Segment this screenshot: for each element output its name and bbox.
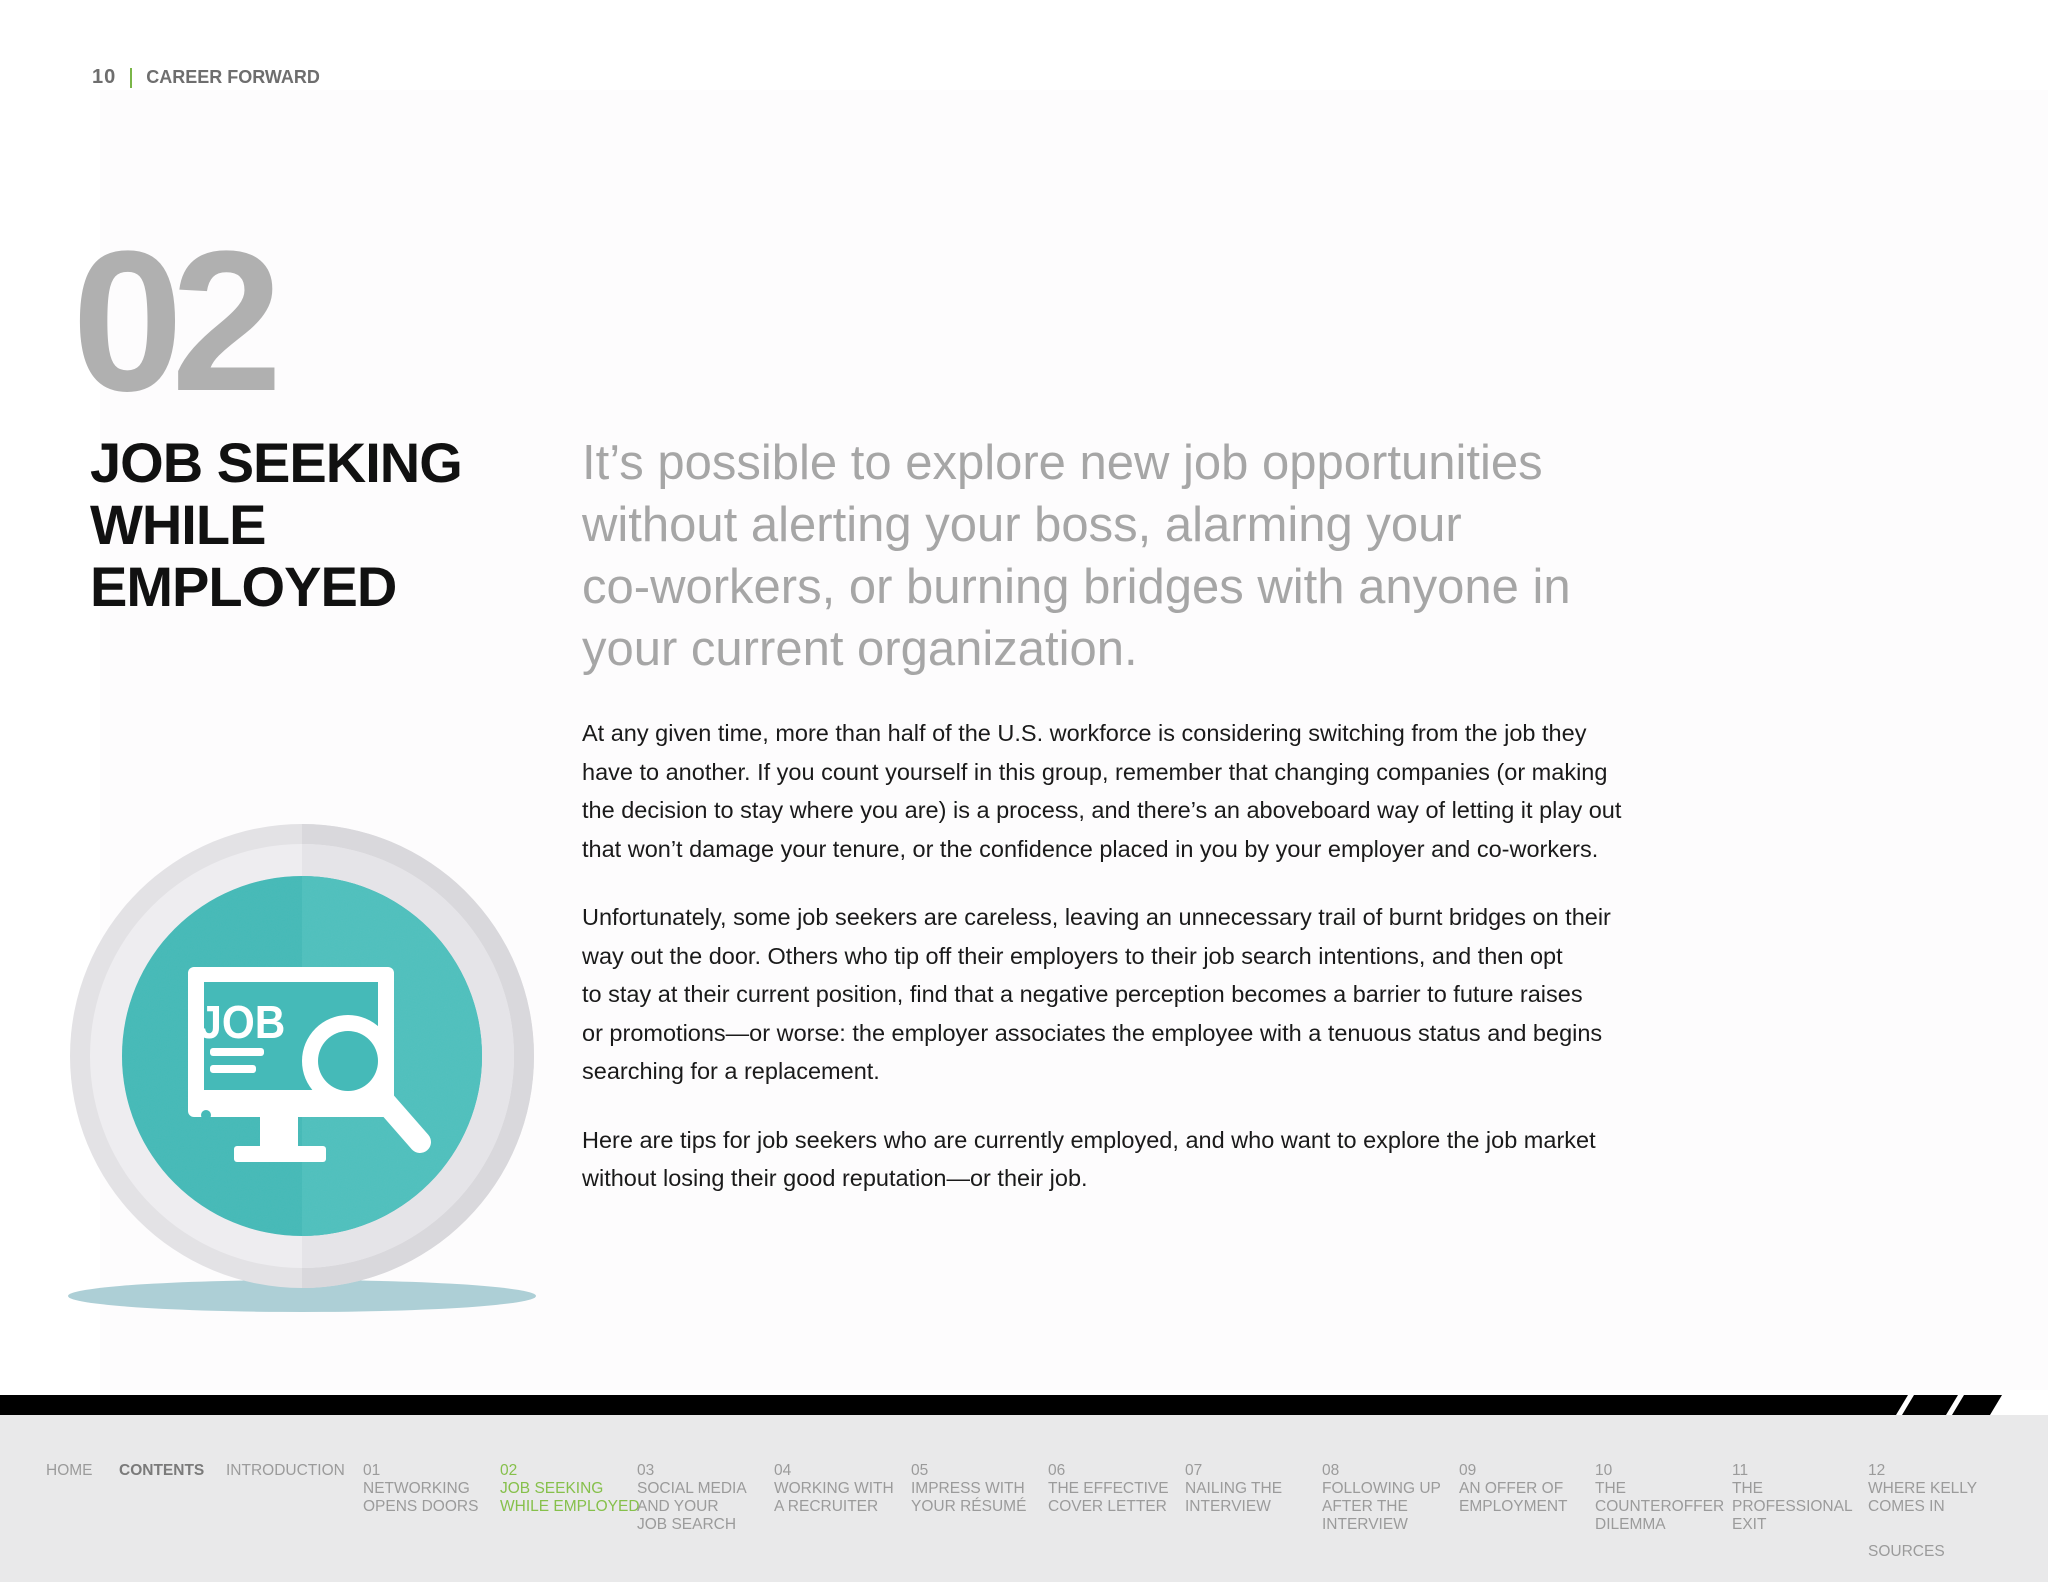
stripe-segment bbox=[1902, 1395, 1958, 1415]
nav-chapter-10[interactable] bbox=[1595, 1462, 1724, 1534]
stripe-main bbox=[0, 1395, 1908, 1415]
body-line: to stay at their current position, find that a negative perception becomes a barrier to future raises bbox=[582, 981, 1583, 1007]
publication-title: CAREER FORWARD bbox=[146, 67, 320, 87]
nav-label: COMES IN bbox=[1868, 1498, 1945, 1515]
nav-label: INTERVIEW bbox=[1322, 1516, 1408, 1533]
nav-label: PROFESSIONAL bbox=[1732, 1498, 1853, 1515]
monitor-dot bbox=[201, 1110, 211, 1120]
monitor-stand bbox=[260, 1117, 298, 1151]
nav-introduction[interactable] bbox=[226, 1462, 345, 1480]
nav-chapter-04[interactable] bbox=[774, 1462, 894, 1516]
chapter-title-line: EMPLOYED bbox=[90, 555, 397, 618]
nav-label: JOB SEARCH bbox=[637, 1516, 737, 1533]
body-line: the decision to stay where you are) is a process, and there’s an aboveboard way of letting it play out bbox=[582, 797, 1622, 823]
nav-number: 08 bbox=[1322, 1462, 1340, 1479]
nav-label: YOUR RÉSUMÉ bbox=[911, 1498, 1027, 1515]
nav-chapter-05[interactable] bbox=[911, 1462, 1026, 1516]
nav-number: 11 bbox=[1732, 1462, 1749, 1479]
nav-label: AND YOUR bbox=[637, 1498, 719, 1515]
nav-label: THE bbox=[1732, 1480, 1763, 1497]
nav-label: JOB SEEKING bbox=[500, 1480, 604, 1497]
stripe-segment bbox=[1952, 1395, 2002, 1415]
body-line: At any given time, more than half of the U.S. workforce is considering switching from the job they bbox=[582, 720, 1587, 746]
nav-label: EMPLOYMENT bbox=[1459, 1498, 1568, 1515]
nav-number: 09 bbox=[1459, 1462, 1477, 1479]
nav-chapter-12[interactable] bbox=[1868, 1462, 1977, 1516]
nav-label: NAILING THE bbox=[1185, 1480, 1283, 1497]
nav-label: CONTENTS bbox=[119, 1462, 205, 1479]
job-search-illustration bbox=[64, 824, 544, 1314]
nav-number: 03 bbox=[637, 1462, 655, 1479]
nav-label: EXIT bbox=[1732, 1516, 1767, 1533]
magnifier-lens bbox=[318, 1031, 378, 1091]
body-line: searching for a replacement. bbox=[582, 1058, 880, 1084]
nav-label: IMPRESS WITH bbox=[911, 1480, 1025, 1497]
nav-label: INTRODUCTION bbox=[226, 1462, 345, 1479]
nav-number: 10 bbox=[1595, 1462, 1613, 1479]
body-paragraph bbox=[582, 1121, 1712, 1198]
nav-number: 02 bbox=[500, 1462, 518, 1479]
chapter-number: 02 bbox=[72, 210, 271, 433]
body-line: Unfortunately, some job seekers are careless, leaving an unnecessary trail of burnt bridges on their bbox=[582, 904, 1611, 930]
lead-line: co-workers, or burning bridges with anyone in bbox=[582, 560, 1571, 614]
nav-chapter-09[interactable] bbox=[1459, 1462, 1568, 1516]
footer-stripe bbox=[0, 1395, 2048, 1415]
nav-chapter-01[interactable] bbox=[363, 1462, 478, 1516]
nav-label: COVER LETTER bbox=[1048, 1498, 1167, 1515]
header-divider bbox=[130, 68, 132, 88]
nav-number: 06 bbox=[1048, 1462, 1066, 1479]
chapter-title bbox=[90, 432, 510, 618]
nav-chapter-11[interactable] bbox=[1732, 1462, 1853, 1534]
nav-sources[interactable]: SOURCES bbox=[1868, 1543, 1945, 1560]
nav-chapter-02[interactable] bbox=[500, 1462, 640, 1516]
body-text bbox=[582, 714, 1712, 1228]
nav-chapter-03[interactable] bbox=[637, 1462, 747, 1534]
lead-paragraph bbox=[582, 432, 1622, 680]
body-line: have to another. If you count yourself in this group, remember that changing companies (or making bbox=[582, 758, 1608, 785]
nav-number: 04 bbox=[774, 1462, 792, 1479]
nav-label: COUNTEROFFER bbox=[1595, 1498, 1725, 1515]
nav-label: A RECRUITER bbox=[774, 1498, 879, 1515]
lead-line: without alerting your boss, alarming your bbox=[582, 498, 1462, 552]
nav-label: WHILE EMPLOYED bbox=[500, 1498, 640, 1515]
body-paragraph bbox=[582, 898, 1712, 1091]
lead-line: your current organization. bbox=[582, 622, 1138, 676]
running-header bbox=[92, 66, 320, 89]
nav-chapter-07[interactable] bbox=[1185, 1462, 1282, 1516]
nav-label: WHERE KELLY bbox=[1868, 1480, 1978, 1497]
nav-label: THE EFFECTIVE bbox=[1048, 1480, 1169, 1497]
chapter-title-line: JOB SEEKING bbox=[90, 431, 462, 494]
nav-label: THE bbox=[1595, 1480, 1626, 1497]
nav-chapter-08[interactable] bbox=[1322, 1462, 1441, 1534]
nav-label: INTERVIEW bbox=[1185, 1498, 1271, 1515]
nav-label: AFTER THE bbox=[1322, 1498, 1408, 1515]
nav-number: 05 bbox=[911, 1462, 929, 1479]
nav-chapter-06[interactable] bbox=[1048, 1462, 1169, 1516]
nav-label: HOME bbox=[46, 1462, 93, 1479]
nav-label: OPENS DOORS bbox=[363, 1498, 479, 1515]
lead-line: It’s possible to explore new job opportunities bbox=[582, 436, 1543, 490]
monitor-base bbox=[234, 1146, 326, 1162]
job-search-monitor-icon bbox=[64, 824, 544, 1314]
nav-label: SOCIAL MEDIA bbox=[637, 1480, 747, 1497]
nav-home[interactable] bbox=[46, 1462, 93, 1480]
body-line: that won’t damage your tenure, or the confidence placed in you by your employer and co-workers. bbox=[582, 835, 1599, 862]
nav-label: DILEMMA bbox=[1595, 1516, 1666, 1533]
nav-number: 07 bbox=[1185, 1462, 1203, 1479]
nav-number: 01 bbox=[363, 1462, 381, 1479]
body-paragraph bbox=[582, 714, 1712, 868]
job-label: JOB bbox=[198, 997, 286, 1049]
text-line-icon bbox=[210, 1065, 256, 1073]
text-line-icon bbox=[210, 1048, 264, 1056]
body-line: way out the door. Others who tip off their employers to their job search intentions, and then opt bbox=[582, 942, 1563, 969]
nav-label: FOLLOWING UP bbox=[1322, 1480, 1441, 1497]
nav-number: 12 bbox=[1868, 1462, 1886, 1479]
nav-label: WORKING WITH bbox=[774, 1480, 894, 1497]
body-line: Here are tips for job seekers who are currently employed, and who want to explore the job market bbox=[582, 1126, 1596, 1153]
nav-contents[interactable] bbox=[119, 1462, 204, 1480]
nav-label: AN OFFER OF bbox=[1459, 1480, 1564, 1497]
body-line: without losing their good reputation—or their job. bbox=[582, 1165, 1088, 1191]
chapter-title-line: WHILE bbox=[90, 493, 266, 556]
nav-label: NETWORKING bbox=[363, 1480, 470, 1497]
page-number: 10 bbox=[92, 66, 117, 88]
body-line: or promotions—or worse: the employer associates the employee with a tenuous status and begins bbox=[582, 1019, 1603, 1046]
